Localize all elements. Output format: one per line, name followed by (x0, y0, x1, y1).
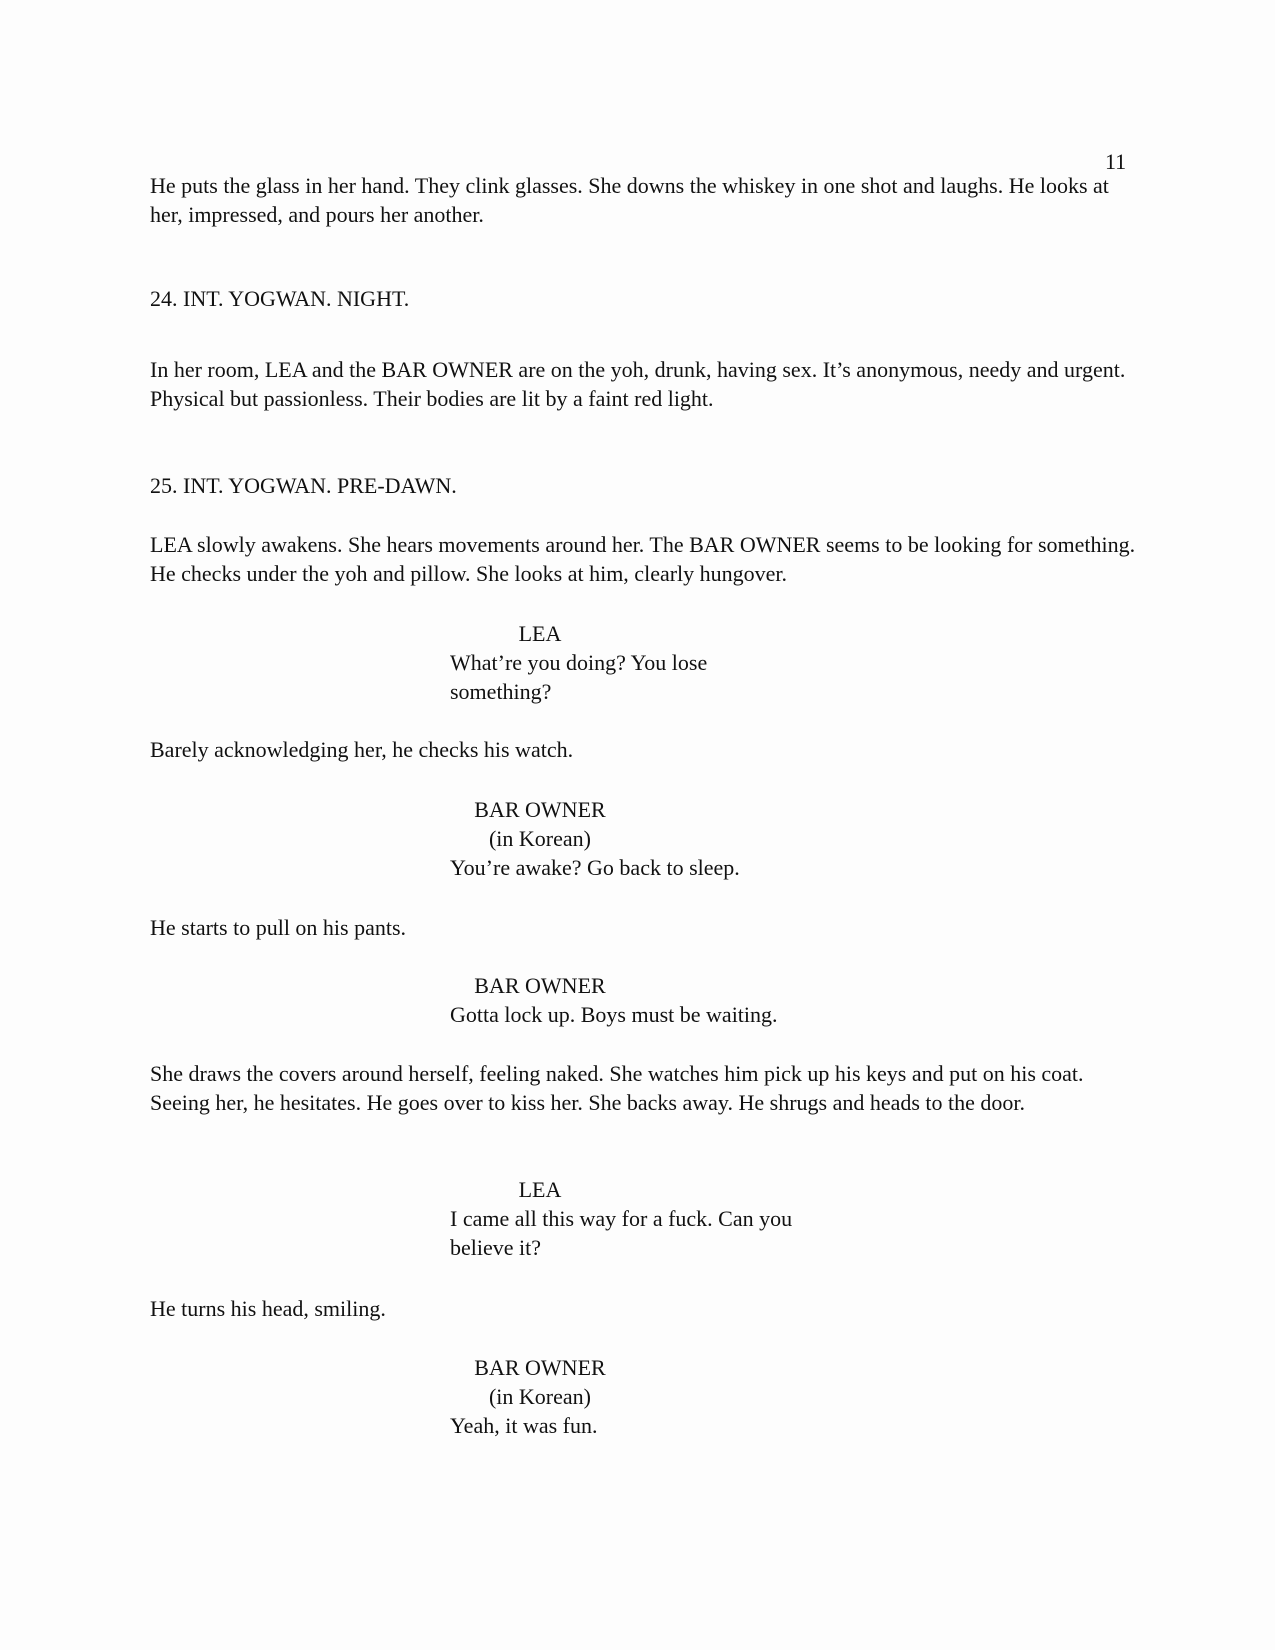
action-paragraph: Barely acknowledging her, he checks his watch. (150, 737, 574, 762)
action-paragraph: He puts the glass in her hand. They clink glasses. She downs the whiskey in one shot and laughs. He looks at her, impressed, and pours her another. (150, 173, 1109, 227)
character-cue: BAR OWNER (474, 973, 606, 998)
character-cue: LEA (518, 1177, 562, 1202)
page-number: 11 (1105, 149, 1127, 174)
dialogue: Yeah, it was fun. (450, 1413, 598, 1438)
character-cue: LEA (518, 621, 562, 646)
dialogue: I came all this way for a fuck. Can you believe it? (450, 1206, 793, 1260)
character-cue: BAR OWNER (474, 1355, 606, 1380)
scene-heading: 25. INT. YOGWAN. PRE-DAWN. (150, 473, 457, 498)
dialogue: What’re you doing? You lose something? (450, 650, 708, 704)
action-paragraph: In her room, LEA and the BAR OWNER are on the yoh, drunk, having sex. It’s anonymous, needy and urgent. Physical but passionless. Their bodies are lit by a faint red light. (150, 357, 1126, 411)
action-paragraph: He turns his head, smiling. (150, 1296, 386, 1321)
parenthetical: (in Korean) (488, 1384, 591, 1409)
dialogue: You’re awake? Go back to sleep. (450, 855, 740, 880)
parenthetical: (in Korean) (488, 826, 591, 851)
action-paragraph: She draws the covers around herself, feeling naked. She watches him pick up his keys and put on his coat. Seeing her, he hesitates. He goes over to kiss her. She backs away. He shrugs and heads to the door. (150, 1061, 1084, 1115)
scene-heading: 24. INT. YOGWAN. NIGHT. (150, 286, 410, 311)
character-cue: BAR OWNER (474, 797, 606, 822)
action-paragraph: LEA slowly awakens. She hears movements around her. The BAR OWNER seems to be looking for something. He checks under the yoh and pillow. She looks at him, clearly hungover. (150, 532, 1136, 586)
dialogue: Gotta lock up. Boys must be waiting. (450, 1002, 778, 1027)
action-paragraph: He starts to pull on his pants. (150, 915, 407, 940)
